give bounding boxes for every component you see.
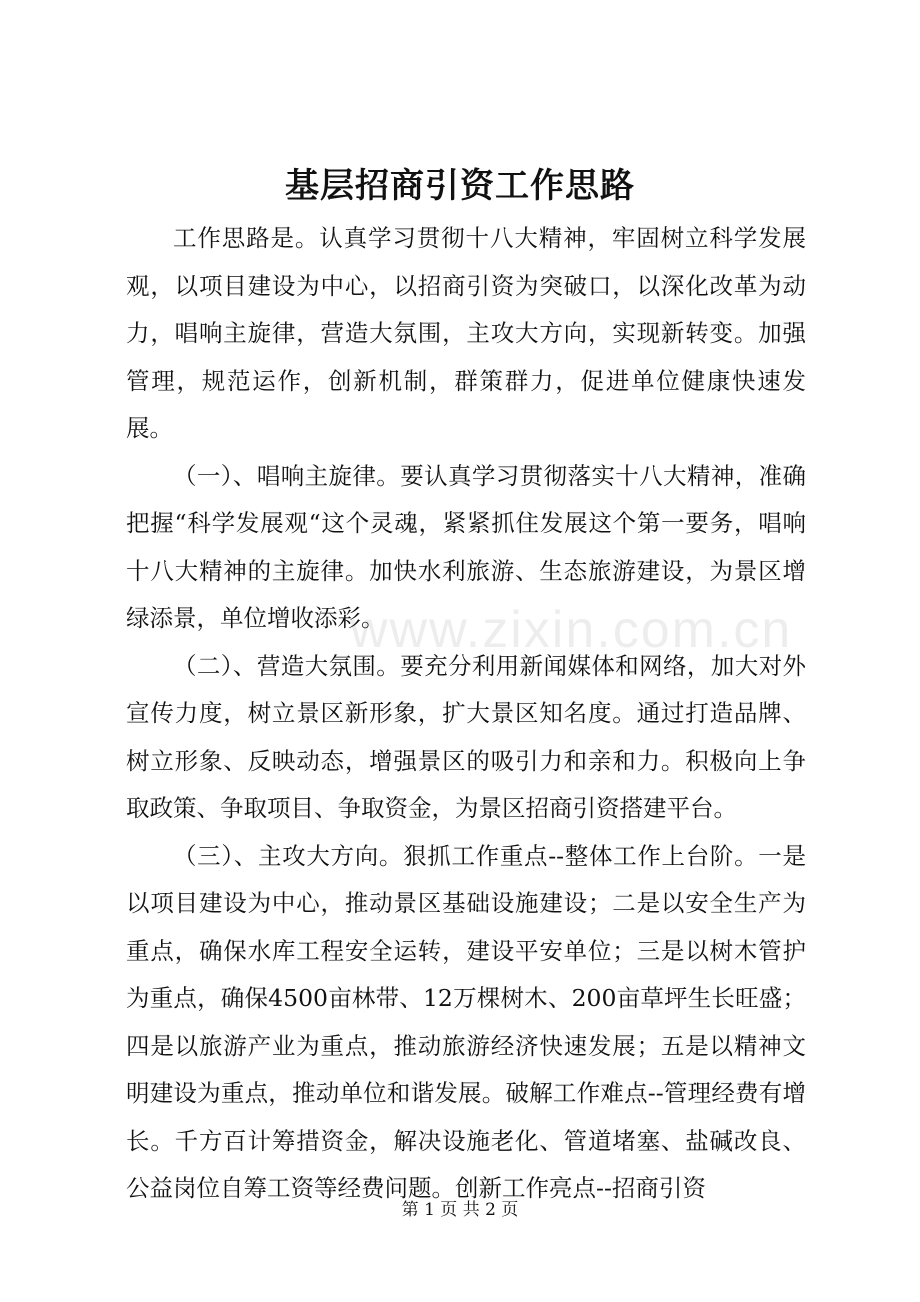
paragraph-section-1: （一）、唱响主旋律。要认真学习贯彻落实十八大精神，准确把握“科学发展观“这个灵魂，紧紧抓住发展这个第一要务，唱响十八大精神的主旋律。加快水利旅游、生态旅游建设，为景区增绿添景，单位增收添彩。 [126, 461, 806, 632]
document-title: 基层招商引资工作思路 [285, 166, 635, 206]
paragraph-section-3: （三）、主攻大方向。狠抓工作重点--整体工作上台阶。一是以项目建设为中心，推动景区基础设施建设；二是以安全生产为重点，确保水库工程安全运转，建设平安单位；三是以树木管护为重点，确保4500亩林带、12万棵树木、200亩草坪生长旺盛；四是以旅游产业为重点，推动旅游经济快速发展；五是以精神文明建设为重点，推动单位和谐发展。破解工作难点--管理经费有增长。千方百计筹措资金，解决设施老化、管道堵塞、盐碱改良、公益岗位自筹工资等经费问题。创新工作亮点--招商引资 [126, 841, 806, 1202]
watermark: www.zixin.com.cn [350, 601, 793, 659]
paragraph-section-2: （二）、营造大氛围。要充分利用新闻媒体和网络，加大对外宣传力度，树立景区新形象，扩大景区知名度。通过打造品牌、树立形象、反映动态，增强景区的吸引力和亲和力。积极向上争取政策、争取项目、争取资金，为景区招商引资搭建平台。 [126, 651, 806, 822]
page-footer: 第 1 页 共 2 页 [401, 1200, 519, 1220]
document-body [126, 215, 806, 1213]
paragraph-intro: 工作思路是。认真学习贯彻十八大精神，牢固树立科学发展观，以项目建设为中心，以招商引资为突破口，以深化改革为动力，唱响主旋律，营造大氛围，主攻大方向，实现新转变。加强管理，规范运作，创新机制，群策群力，促进单位健康快速发展。 [126, 224, 806, 442]
